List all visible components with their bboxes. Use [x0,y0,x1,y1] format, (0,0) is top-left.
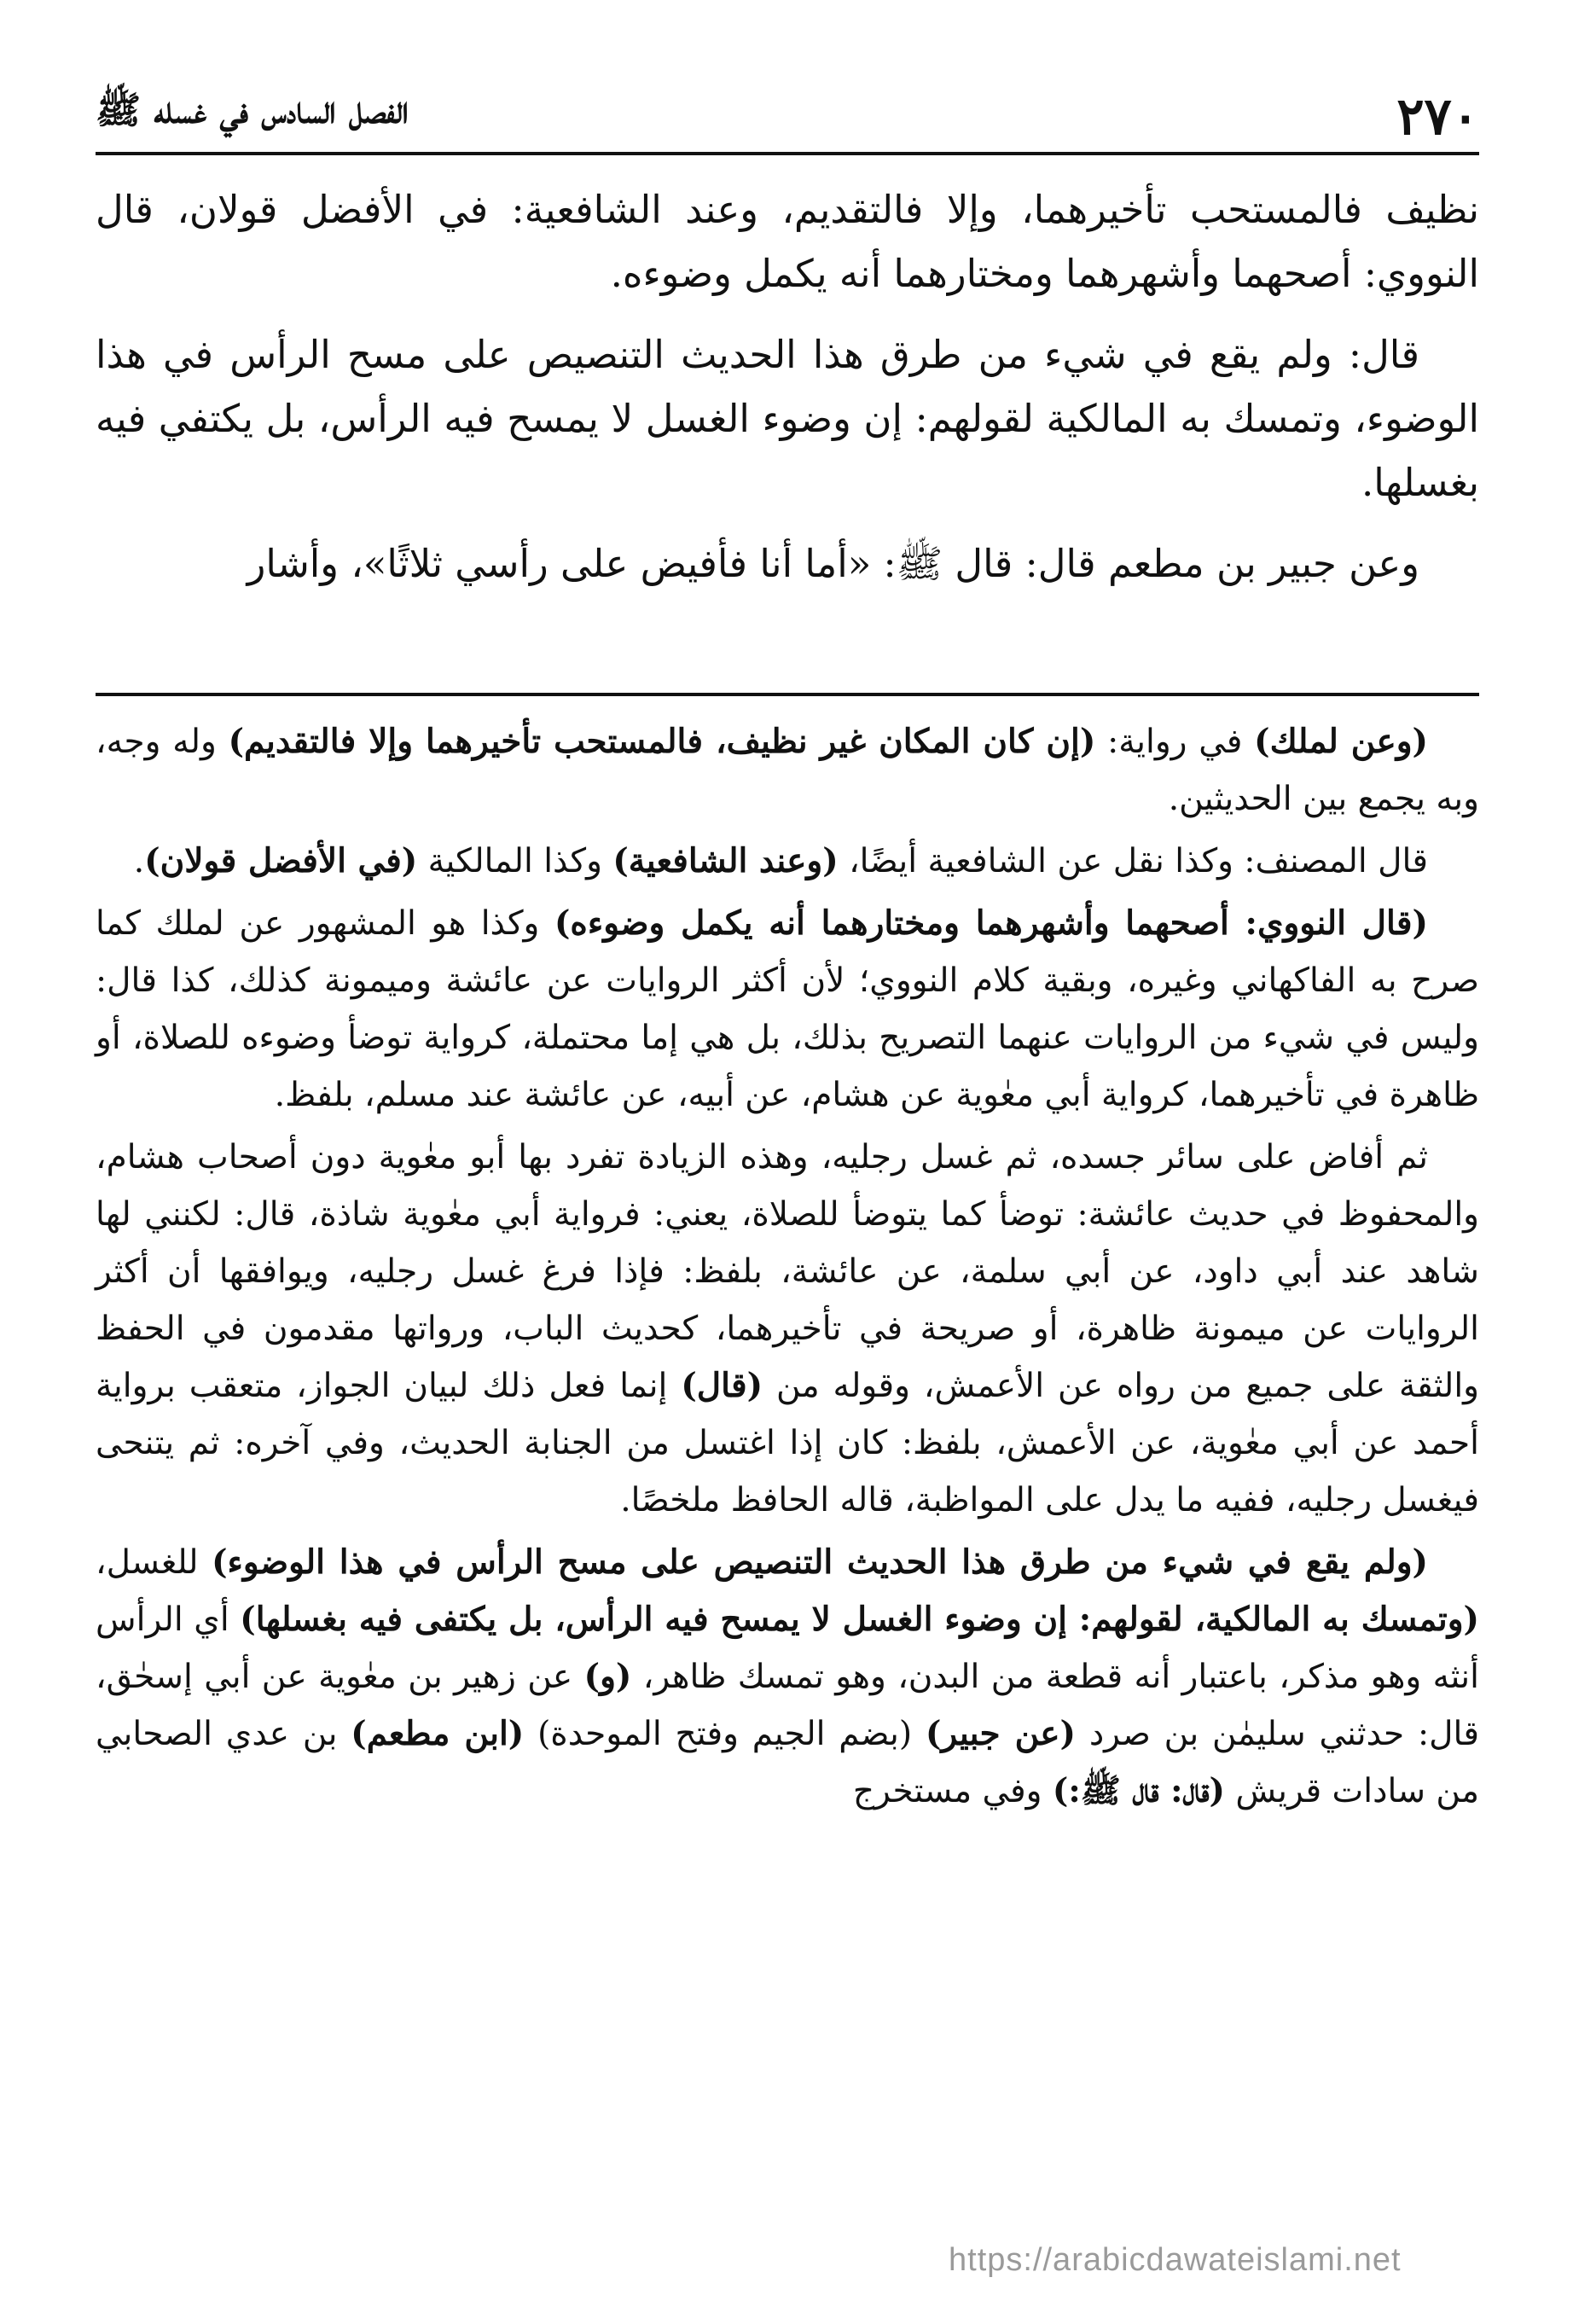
main-paragraph: قال: ولم يقع في شيء من طرق هذا الحديث التنصيص على مسح الرأس في هذا الوضوء، وتمسك به المالكية لقولهم: إن وضوء الغسل لا يمسح فيه الرأس، بل يكتفي فيه بغسلها. [96,332,1479,505]
commentary-paragraph [96,1534,1479,1820]
commentary-text: للغسل، [96,1543,212,1582]
quoted-text: (إن كان المكان غير نظيف، فالمستحب تأخيرهما وإلا فالتقديم) [228,722,1096,761]
quoted-text: (وتمسك به المالكية، لقولهم: إن وضوء الغسل لا يمسح فيه الرأس، بل يكتفى فيه بغسلها) [240,1600,1479,1639]
main-paragraph: نظيف فالمستحب تأخيرهما، وإلا فالتقديم، وعند الشافعية: في الأفضل قولان، قال النووي: أصحهما وأشهرهما ومختارهما أنه يكمل وضوءه. [96,187,1479,296]
page-number: ٢٧٠ [1396,87,1479,147]
running-title: الفصل السادس في غسله ﷺ [96,89,409,132]
commentary-paragraph [96,713,1479,828]
footnote-divider [96,693,1479,696]
quoted-text: (في الأفضل قولان) [144,841,418,880]
commentary-text: وفي مستخرج [852,1772,1053,1810]
quoted-text: (وعند الشافعية) [612,841,839,880]
commentary-text: (بضم الجيم وفتح الموحدة) [524,1715,926,1753]
quoted-text: (عن جبير) [925,1714,1076,1753]
commentary-paragraph [96,833,1479,890]
commentary-text: وله وجه، وبه يجمع بين الحديثين. [96,723,1479,818]
quoted-text: (قال النووي: أصحهما وأشهرهما ومختارهما أنه يكمل وضوءه) [554,903,1428,943]
commentary-text: وكذا هو المشهور عن لملك كما صرح به الفاكهاني وغيره، وبقية كلام النووي؛ لأن أكثر الروايات عن عائشة وميمونة كذلك، كذا قال: وليس في شيء من الروايات عنهما التصريح بذلك، بل هي إما محتملة، كرواية توضأ وضوءه للصلاة، أو ظاهرة في تأخيرهما، كرواية أبي معٰوية عن هشام، عن أبيه، عن عائشة عند مسلم، بلفظ. [96,904,1479,1114]
commentary-text: قال المصنف: وكذا نقل عن الشافعية أيضًا، [838,842,1428,880]
commentary-text: إنما فعل ذلك لبيان الجواز، متعقب برواية أحمد عن أبي معٰوية، عن الأعمش، بلفظ: كان إذا اغتسل من الجنابة الحديث، وفي آخره: ثم يتنحى فيغسل رجليه، ففيه ما يدل على المواظبة، قاله الحافظ ملخصًا. [96,1367,1479,1519]
commentary-text: أي الرأس أنثه وهو مذكر، باعتبار أنه قطعة من البدن، وهو تمسك ظاهر، [96,1601,1479,1696]
commentary-text: في رواية: [1095,723,1255,761]
quoted-text: (ولم يقع في شيء من طرق هذا الحديث التنصيص على مسح الرأس في هذا الوضوء) [212,1543,1429,1582]
quoted-text: (وعن لملك) [1254,722,1429,761]
commentary-text: . [133,842,145,880]
quoted-text: (و) [583,1657,632,1696]
commentary-paragraph [96,1129,1479,1529]
commentary-text: وكذا المالكية [417,842,613,880]
main-text [96,177,1479,596]
watermark-url: https://arabicdawateislami.net [949,2242,1402,2278]
main-paragraph: وعن جبير بن مطعم قال: قال ﷺ: «أما أنا فأفيض على رأسي ثلاثًا»، وأشار [247,541,1419,586]
quoted-text: (قال) [681,1366,763,1405]
commentary-text: ثم أفاض على سائر جسده، ثم غسل رجليه، وهذه الزيادة تفرد بها أبو معٰوية دون أصحاب هشام، والمحفوظ في حديث عائشة: توضأ كما يتوضأ للصلاة، يعني: فرواية أبي معٰوية شاذة، قال: لكنني لها شاهد عند أبي داود، عن أبي سلمة، عن عائشة، بلفظ: فإذا فرغ غسل رجليه، ويوافقها أن أكثر الروايات عن ميمونة ظاهرة، أو صريحة في تأخيرهما، كحديث الباب، ورواتها مقدمون في الحفظ والثقة على جميع من رواه عن الأعمش، وقوله من [96,1138,1479,1405]
quoted-text: (ابن مطعم) [351,1714,525,1753]
commentary-text: بن عدي الصحابي من سادات قريش [96,1715,1479,1810]
quoted-text: (قال: قال ﷺ:) [1052,1771,1226,1810]
commentary-paragraph [96,895,1479,1124]
commentary-text: عن زهير بن معٰوية عن أبي إسحٰق، قال: حدثني سليمٰن بن صرد [96,1658,1479,1753]
page-header [96,73,1479,155]
commentary [96,713,1479,1825]
